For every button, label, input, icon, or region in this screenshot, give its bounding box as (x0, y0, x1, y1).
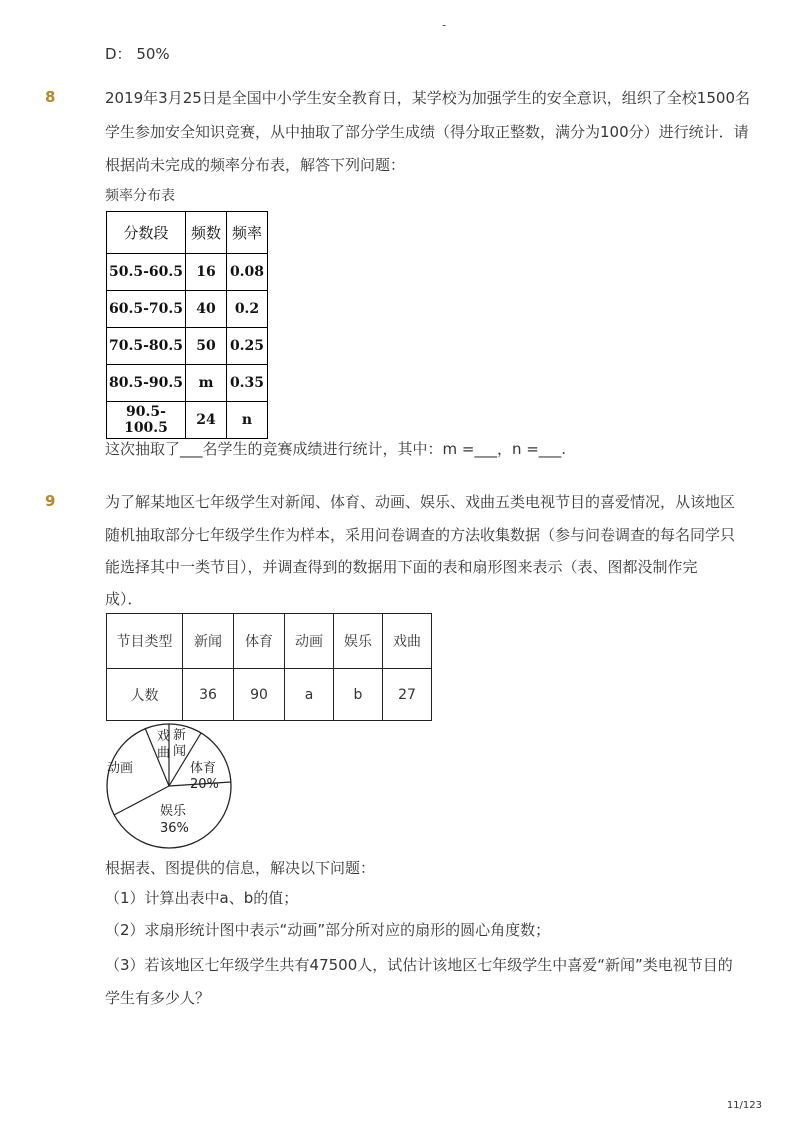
table-cell: 0.25 (227, 328, 268, 365)
table-cell: 16 (186, 254, 227, 291)
q9-text-line-4: 成）． (105, 590, 143, 608)
top-mark: - (442, 18, 447, 32)
q9-text-line-2: 随机抽取部分七年级学生作为样本，采用问卷调查的方法收集数据（参与问卷调查的每名同学只 (105, 526, 736, 544)
q8-text-line-3: 根据尚未完成的频率分布表，解答下列问题： (105, 156, 406, 174)
q9-subquestion-3-continued: 学生有多少人？ (105, 989, 211, 1007)
table-header-row (107, 212, 268, 254)
table-cell: 50 (186, 328, 227, 365)
table-cell: m (186, 365, 227, 402)
table-cell: 90 (234, 669, 285, 721)
table-header-cell: 新闻 (183, 614, 234, 669)
q9-text-line-1: 为了解某地区七年级学生对新闻、体育、动画、娱乐、戏曲五类电视节目的喜爱情况，从该地区 (105, 493, 736, 511)
table-row (107, 254, 268, 291)
pie-label-animation: 动画 (107, 761, 134, 776)
pie-label-sports-percent: 20% (190, 777, 219, 792)
previous-answer-option: D： 50% (105, 45, 170, 63)
table-cell: 0.08 (227, 254, 268, 291)
table-cell: n (227, 402, 268, 439)
table-cell: 80.5-90.5 (107, 365, 186, 402)
table-header-cell: 频数 (186, 212, 227, 254)
q8-text-line-2: 学生参加安全知识竞赛，从中抽取了部分学生成绩（得分取正整数，满分为100分）进行统计．请 (105, 123, 749, 141)
table-row (107, 328, 268, 365)
table-row (107, 365, 268, 402)
table-cell: a (285, 669, 334, 721)
q9-intro: 根据表、图提供的信息，解决以下问题： (105, 859, 376, 877)
table-cell: 24 (186, 402, 227, 439)
table-row (107, 291, 268, 328)
table-header-cell: 节目类型 (107, 614, 183, 669)
q8-text-line-1: 2019年3月25日是全国中小学生安全教育日，某学校为加强学生的安全意识，组织了全校1500名 (105, 89, 750, 107)
table-cell: 0.35 (227, 365, 268, 402)
table-cell: 0.2 (227, 291, 268, 328)
table-cell: 50.5-60.5 (107, 254, 186, 291)
q9-subquestion-3: （3）若该地区七年级学生共有47500人，试估计该地区七年级学生中喜爱“新闻”类电视节目的 (105, 956, 733, 974)
table-cell: 40 (186, 291, 227, 328)
table-cell: 70.5-80.5 (107, 328, 186, 365)
table-row (107, 402, 268, 439)
program-table (106, 613, 432, 721)
q9-subquestion-1: （1）计算出表中a、b的值； (105, 889, 299, 907)
pie-label-sports: 体育 (190, 761, 217, 776)
table-header-cell: 动画 (285, 614, 334, 669)
pie-label-entertainment-percent: 36% (160, 821, 189, 836)
question-number-9: 9 (45, 492, 56, 510)
pie-label-news-bottom: 闻 (173, 744, 187, 759)
table-header-cell: 戏曲 (383, 614, 432, 669)
table-header-cell: 体育 (234, 614, 285, 669)
page-number: 11/123 (726, 1100, 762, 1111)
table-header-cell: 娱乐 (334, 614, 383, 669)
table-cell: 60.5-70.5 (107, 291, 186, 328)
pie-label-opera-top: 戏 (157, 729, 171, 744)
table-cell: b (334, 669, 383, 721)
table-row (107, 669, 432, 721)
table-header-row (107, 614, 432, 669)
pie-label-news-top: 新 (173, 728, 187, 743)
table-cell: 36 (183, 669, 234, 721)
q8-question: 这次抽取了___名学生的竞赛成绩进行统计，其中：m =___，n =___. (105, 440, 567, 458)
pie-chart (100, 720, 235, 855)
pie-label-opera-bottom: 曲 (157, 746, 171, 761)
pie-label-entertainment: 娱乐 (160, 804, 187, 819)
q8-table-caption: 频率分布表 (105, 188, 175, 204)
table-cell: 人数 (107, 669, 183, 721)
question-number-8: 8 (45, 88, 56, 106)
q9-text-line-3: 能选择其中一类节目），并调查得到的数据用下面的表和扇形图来表示（表、图都没制作完 (105, 558, 698, 576)
frequency-table (106, 211, 268, 439)
table-header-cell: 分数段 (107, 212, 186, 254)
q9-subquestion-2: （2）求扇形统计图中表示“动画”部分所对应的扇形的圆心角度数； (105, 921, 551, 939)
table-header-cell: 频率 (227, 212, 268, 254)
table-cell: 27 (383, 669, 432, 721)
table-cell: 90.5-100.5 (107, 402, 186, 439)
